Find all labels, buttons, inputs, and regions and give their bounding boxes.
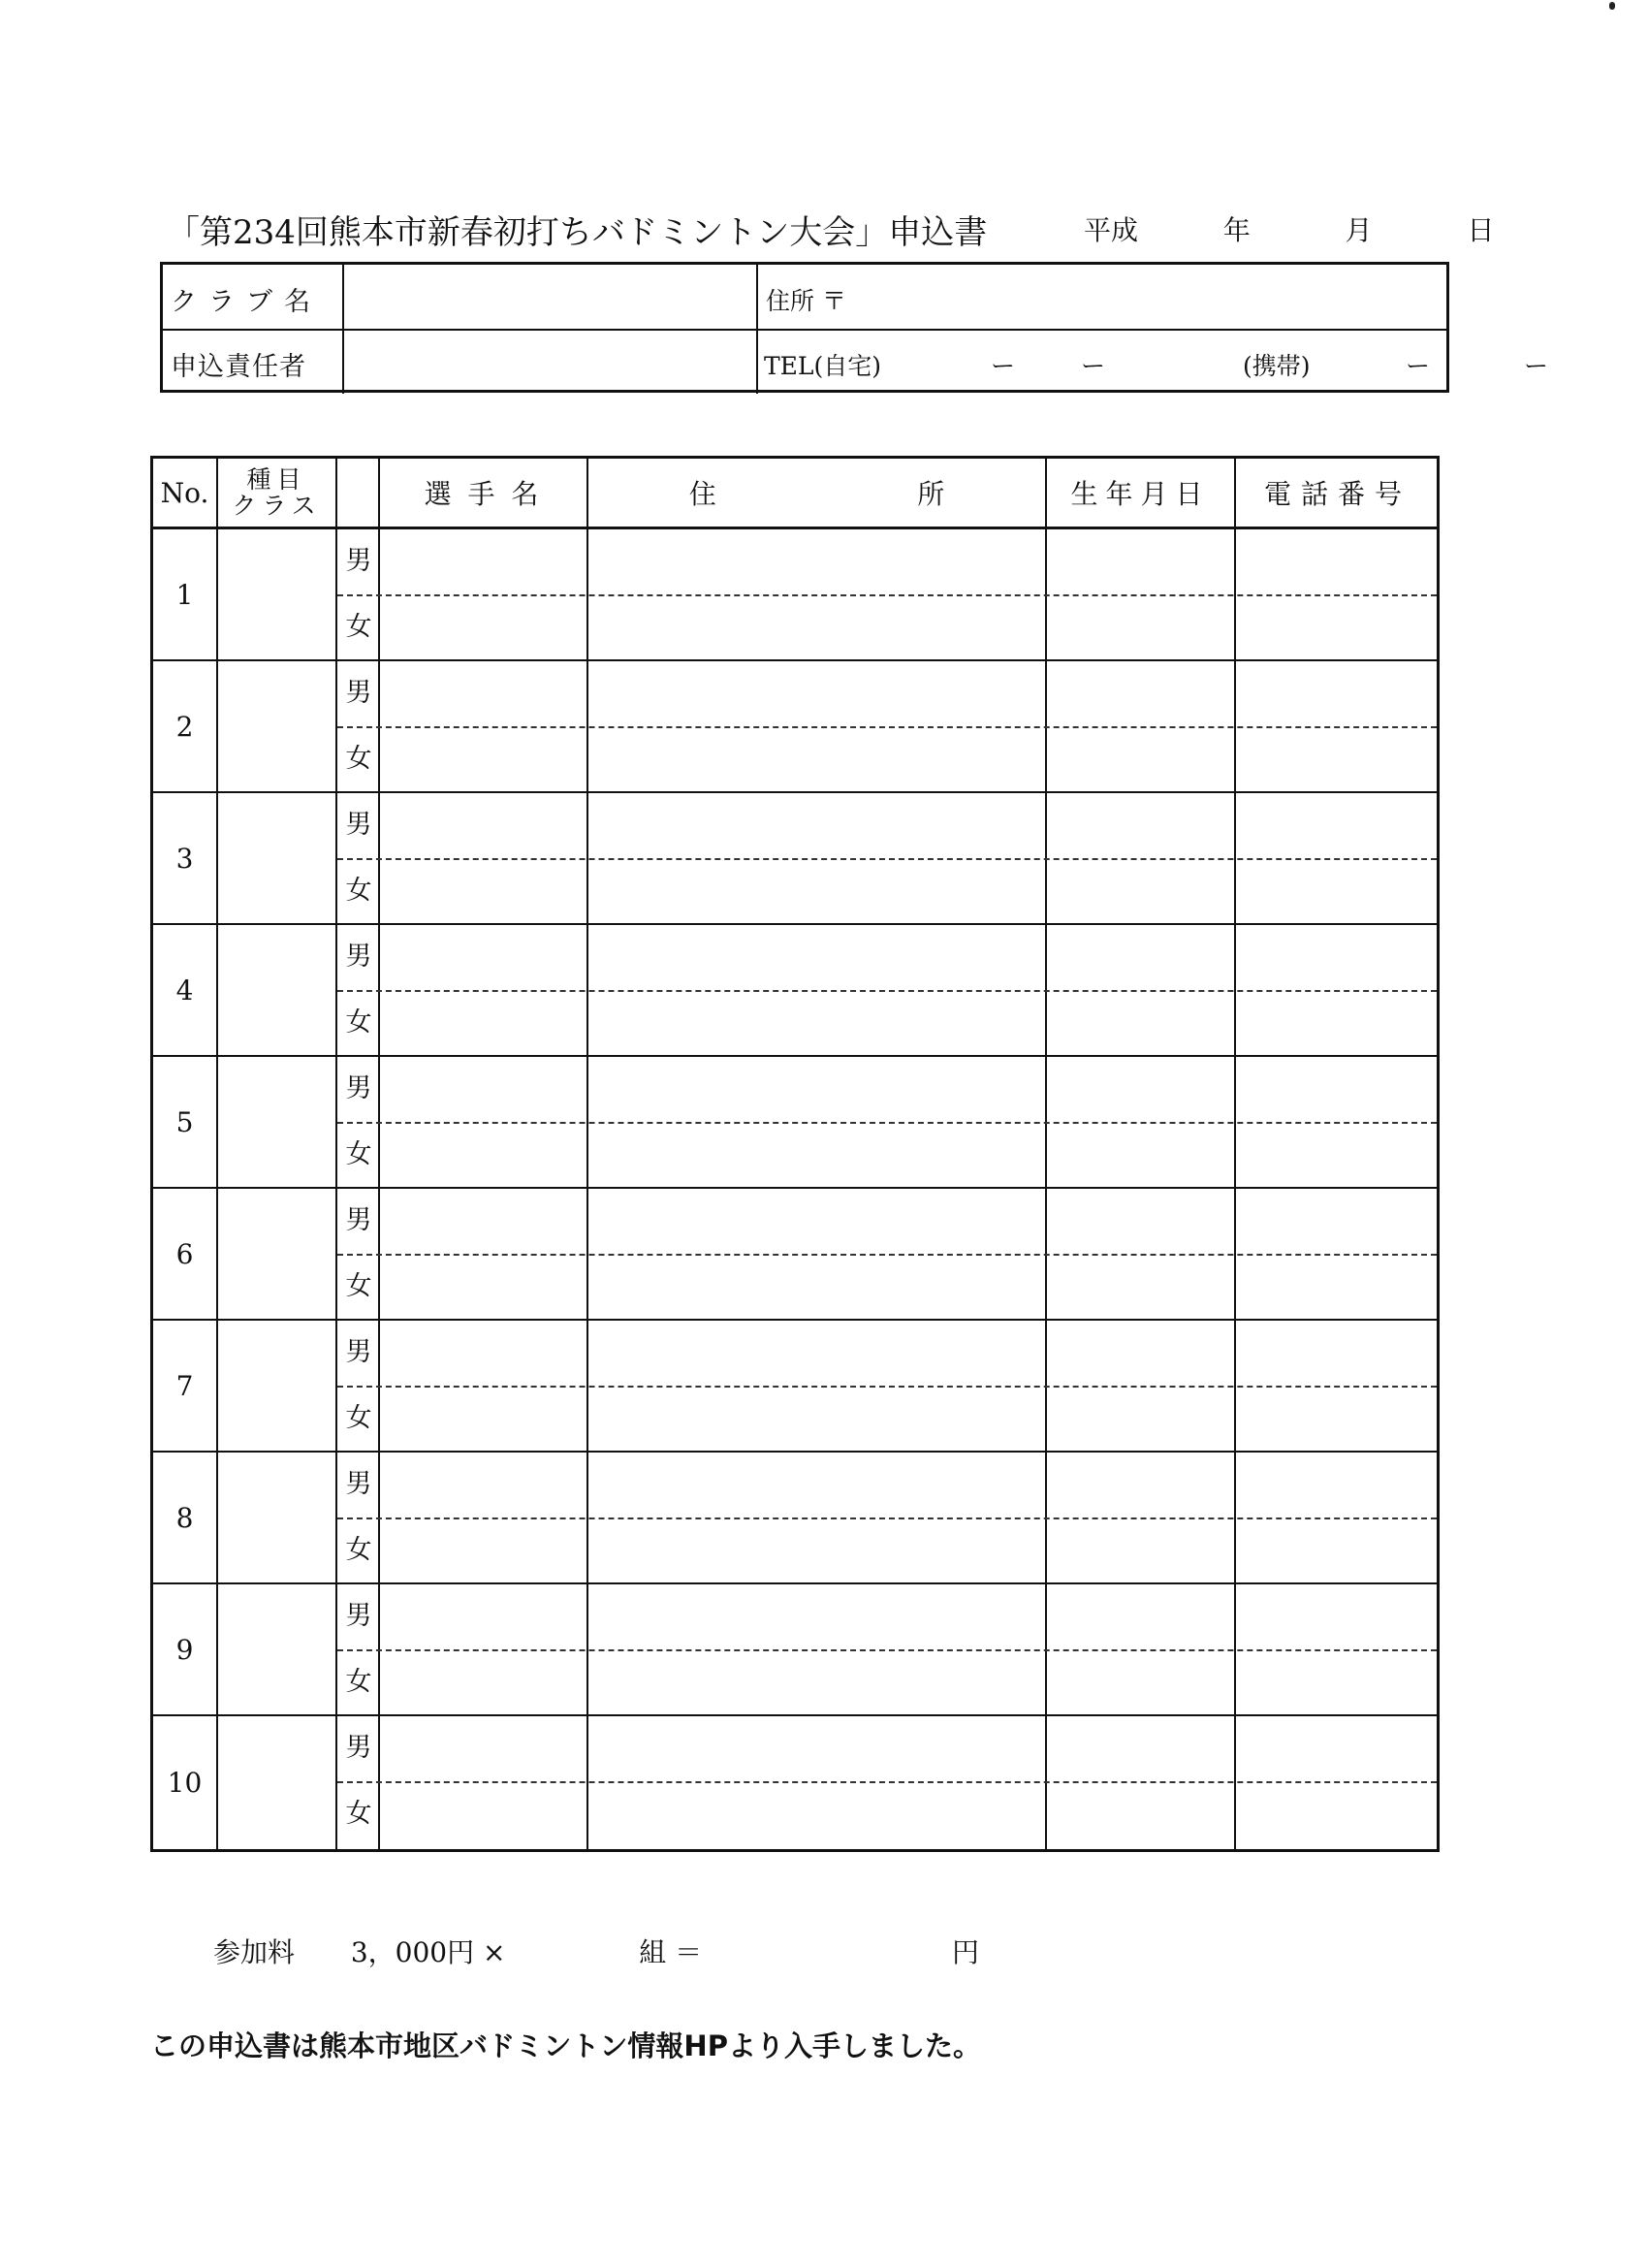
male-label: 男: [345, 1205, 372, 1235]
footer-note: この申込書は熊本市地区バドミントン情報HPより入手しました。: [150, 2029, 981, 2062]
dashed-divider: [337, 990, 1437, 992]
table-row: [153, 793, 1437, 925]
form-title: 「第234回熊本市新春初打ちバドミントン大会」申込書: [167, 213, 988, 252]
male-label: 男: [345, 1601, 372, 1631]
male-label: 男: [345, 678, 372, 708]
dashed-divider: [337, 1517, 1437, 1519]
dashed-divider: [337, 1386, 1437, 1388]
fee-group: 組 ＝: [639, 1936, 703, 1968]
dashed-divider: [337, 1122, 1437, 1124]
tel-field[interactable]: [758, 330, 1549, 394]
table-header: [153, 459, 1437, 529]
address-label: 住所 〒: [766, 287, 846, 315]
dust-speck: [1609, 2, 1615, 10]
header-event: 種目: [246, 465, 307, 494]
date-era: 平成: [1084, 214, 1139, 246]
row-number: 7: [175, 1369, 194, 1402]
tel-dash-2: ー: [1081, 352, 1106, 380]
address-field[interactable]: [758, 265, 1446, 329]
date-day: 日: [1467, 214, 1495, 246]
table-row: [153, 1057, 1437, 1189]
tel-home-label: TEL(自宅): [764, 352, 882, 380]
female-label: 女: [345, 1271, 372, 1301]
date-line: [1084, 209, 1495, 248]
table-row: [153, 1584, 1437, 1716]
row-number: 6: [175, 1237, 194, 1270]
header-address-a: 住: [688, 478, 716, 510]
applicant-label-cell: [163, 330, 344, 394]
applicant-label: 申込責任者: [171, 352, 306, 382]
dashed-divider: [337, 726, 1437, 728]
date-month: 月: [1345, 214, 1373, 246]
dashed-divider: [337, 858, 1437, 860]
header-birthdate: 生年月日: [1070, 478, 1211, 510]
table-row: [153, 1453, 1437, 1584]
header-address: [588, 459, 1045, 527]
table-row: [153, 1716, 1437, 1848]
table-row: [153, 925, 1437, 1057]
mobile-dash-1: ー: [1406, 352, 1431, 380]
row-number: 2: [175, 710, 194, 743]
female-label: 女: [345, 1799, 372, 1829]
table-row: [153, 1189, 1437, 1321]
club-name-label-cell: [163, 265, 344, 329]
dashed-divider: [337, 1649, 1437, 1651]
male-label: 男: [345, 1733, 372, 1763]
header-event-class: [218, 459, 335, 527]
table-row: [153, 661, 1437, 793]
row-number: 9: [175, 1633, 194, 1666]
applicant-field[interactable]: [344, 330, 758, 394]
male-label: 男: [345, 1073, 372, 1103]
header-player-name: 選 手 名: [424, 478, 543, 510]
entry-table: [150, 456, 1440, 1852]
tel-dash-1: ー: [991, 352, 1016, 380]
male-label: 男: [345, 546, 372, 576]
header-no: No.: [160, 476, 209, 509]
male-label: 男: [345, 942, 372, 972]
row-number: 3: [175, 842, 194, 875]
female-label: 女: [345, 1535, 372, 1565]
header-phone: 電話番号: [1263, 478, 1411, 510]
female-label: 女: [345, 1139, 372, 1169]
table-row: [153, 1321, 1437, 1453]
row-number: 10: [167, 1766, 203, 1799]
date-year: 年: [1222, 214, 1251, 246]
dashed-divider: [337, 1781, 1437, 1783]
row-number: 8: [175, 1501, 194, 1534]
mobile-label: (携帯): [1243, 352, 1311, 380]
club-row: [163, 265, 1446, 331]
fee-label: 参加料: [213, 1936, 296, 1968]
fee-yen: 円: [951, 1936, 979, 1968]
male-label: 男: [345, 810, 372, 840]
fee-amount: 3，000円 ×: [350, 1936, 506, 1968]
header-address-b: 所: [917, 478, 945, 510]
applicant-row: [163, 330, 1549, 394]
club-info-table: [160, 262, 1549, 393]
header-class: クラス: [232, 492, 322, 520]
dashed-divider: [337, 594, 1437, 596]
row-number: 4: [175, 974, 194, 1006]
male-label: 男: [345, 1469, 372, 1499]
female-label: 女: [345, 744, 372, 774]
club-name-field[interactable]: [344, 265, 758, 329]
row-number: 5: [175, 1105, 194, 1138]
female-label: 女: [345, 612, 372, 642]
row-number: 1: [175, 578, 194, 611]
female-label: 女: [345, 1667, 372, 1697]
female-label: 女: [345, 876, 372, 906]
female-label: 女: [345, 1403, 372, 1433]
fee-line: [213, 1932, 979, 1970]
mobile-dash-2: ー: [1524, 352, 1549, 380]
club-name-label: クラブ名: [171, 287, 322, 317]
dashed-divider: [337, 1254, 1437, 1256]
table-row: [153, 529, 1437, 661]
male-label: 男: [345, 1337, 372, 1367]
female-label: 女: [345, 1007, 372, 1038]
